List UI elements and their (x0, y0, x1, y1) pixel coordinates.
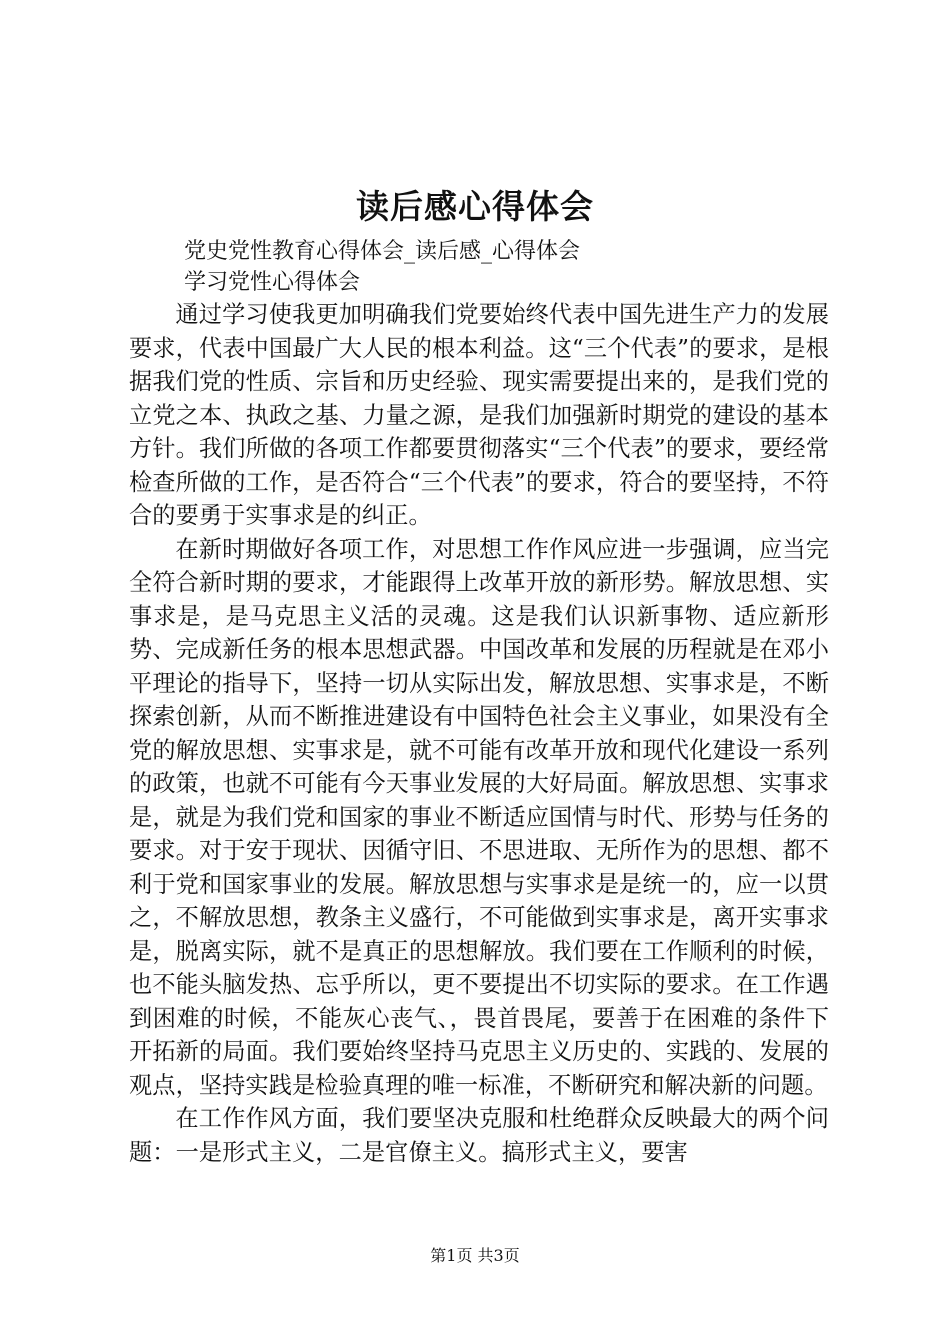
document-title: 读后感心得体会 (356, 187, 594, 226)
document-body (129, 298, 829, 1169)
subtitle-line-2: 学习党性心得体会 (184, 270, 361, 295)
page-number-footer: 第1页 共3页 (430, 1246, 520, 1265)
body-paragraph-2: 在新时期做好各项工作，对思想工作作风应进一步强调，应当完全符合新时期的要求，才能跟得上改革开放的新形势。解放思想、实事求是，是马克思主义活的灵魂。这是我们认识新事物、适应新形势、完成新任务的根本思想武器。中国改革和发展的历程就是在邓小平理论的指导下，坚持一切从实际出发，解放思想、实事求是，不断探索创新，从而不断推进建设有中国特色社会主义事业，如果没有全党的解放思想、实事求是，就不可能有改革开放和现代化建设一系列的政策，也就不可能有今天事业发展的大好局面。解放思想、实事求是，就是为我们党和国家的事业不断适应国情与时代、形势与任务的要求。对于安于现状、因循守旧、不思进取、无所作为的思想、都不利于党和国家事业的发展。解放思想与实事求是是统一的，应一以贯之，不解放思想，教条主义盛行，不可能做到实事求是，离开实事求是，脱离实际，就不是真正的思想解放。我们要在工作顺利的时候，也不能头脑发热、忘乎所以，更不要提出不切实际的要求。在工作遇到困难的时候，不能灰心丧气、，畏首畏尾，要善于在困难的条件下开拓新的局面。我们要始终坚持马克思主义历史的、实践的、发展的观点，坚持实践是检验真理的唯一标准，不断研究和解决新的问题。 (129, 535, 829, 1099)
body-paragraph-3: 在工作作风方面，我们要坚决克服和杜绝群众反映最大的两个问题：一是形式主义，二是官僚主义。搞形式主义，要害 (129, 1105, 829, 1166)
subtitle-line-1: 党史党性教育心得体会_读后感_心得体会 (184, 239, 581, 264)
body-paragraph-1: 通过学习使我更加明确我们党要始终代表中国先进生产力的发展要求，代表中国最广大人民的根本利益。这“三个代表”的要求，是根据我们党的性质、宗旨和历史经验、现实需要提出来的，是我们党的立党之本、执政之基、力量之源，是我们加强新时期党的建设的基本方针。我们所做的各项工作都要贯彻落实“三个代表”的要求，要经常检查所做的工作，是否符合“三个代表”的要求，符合的要坚持，不符合的要勇于实事求是的纠正。 (129, 301, 829, 529)
